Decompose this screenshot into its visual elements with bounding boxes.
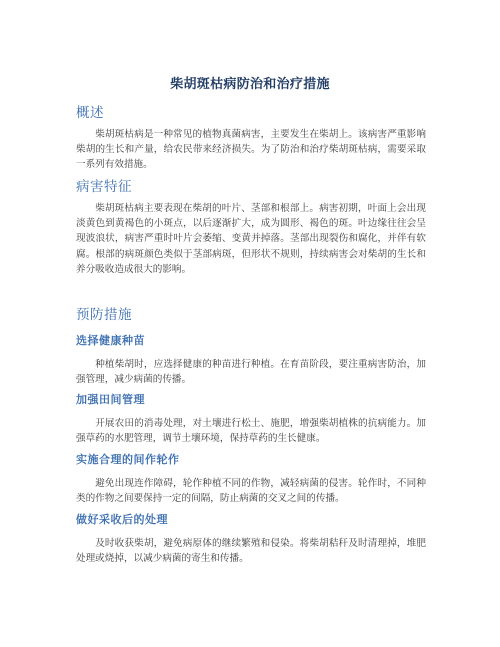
- section-heading-symptoms: 病害特征: [76, 179, 132, 195]
- subsection-heading-crop-rotation: 实施合理的间作轮作: [76, 453, 180, 466]
- subsection-heading-post-harvest: 做好采收后的处理: [76, 513, 168, 526]
- subsection-body-crop-rotation: 避免出现连作障碍，轮作种植不同的作物，减轻病菌的侵害。轮作时，不同种类的作物之间要保持一定的间隔，防止病菌的交叉之间的传播。: [76, 478, 426, 505]
- subsection-body-healthy-seedlings: 种植柴胡时，应选择健康的种苗进行种植。在育苗阶段，要注重病害防治，加强管理，减少病菌的传播。: [76, 359, 426, 386]
- document-title: 柴胡斑枯病防治和治疗措施: [170, 77, 330, 92]
- section-body-symptoms: 柴胡斑枯病主要表现在柴胡的叶片、茎部和根部上。病害初期，叶面上会出现淡黄色到黄褐色的小斑点，以后逐渐扩大，成为圆形、褐色的斑。叶边缘往往会呈现波浪状，病害严重时叶片会萎缩、变黄并掉落。茎部出现裂伤和腐化，并伴有软腐。根部的病斑颜色类似于茎部病斑，但形状不规则，持续病害会对柴胡的生长和养分吸收造成很大的影响。: [76, 203, 426, 275]
- section-heading-overview: 概述: [76, 105, 104, 121]
- subsection-heading-field-management: 加强田间管理: [76, 393, 145, 406]
- subsection-body-post-harvest: 及时收获柴胡，避免病原体的继续繁殖和侵染。将柴胡秸秆及时清理掉，堆肥处理或烧掉，以减少病菌的寄生和传播。: [76, 538, 426, 565]
- section-body-overview: 柴胡斑枯病是一种常见的植物真菌病害，主要发生在柴胡上。该病害严重影响柴胡的生长和产量，给农民带来经济损失。为了防治和治疗柴胡斑枯病，需要采取一系列有效措施。: [76, 129, 426, 171]
- subsection-heading-healthy-seedlings: 选择健康种苗: [76, 334, 145, 347]
- section-heading-prevention: 预防措施: [76, 307, 132, 323]
- subsection-body-field-management: 开展农田的消毒处理，对土壤进行松土、施肥，增强柴胡植株的抗病能力。加强草药的水肥管理，调节土壤环境，保持草药的生长健康。: [76, 418, 426, 445]
